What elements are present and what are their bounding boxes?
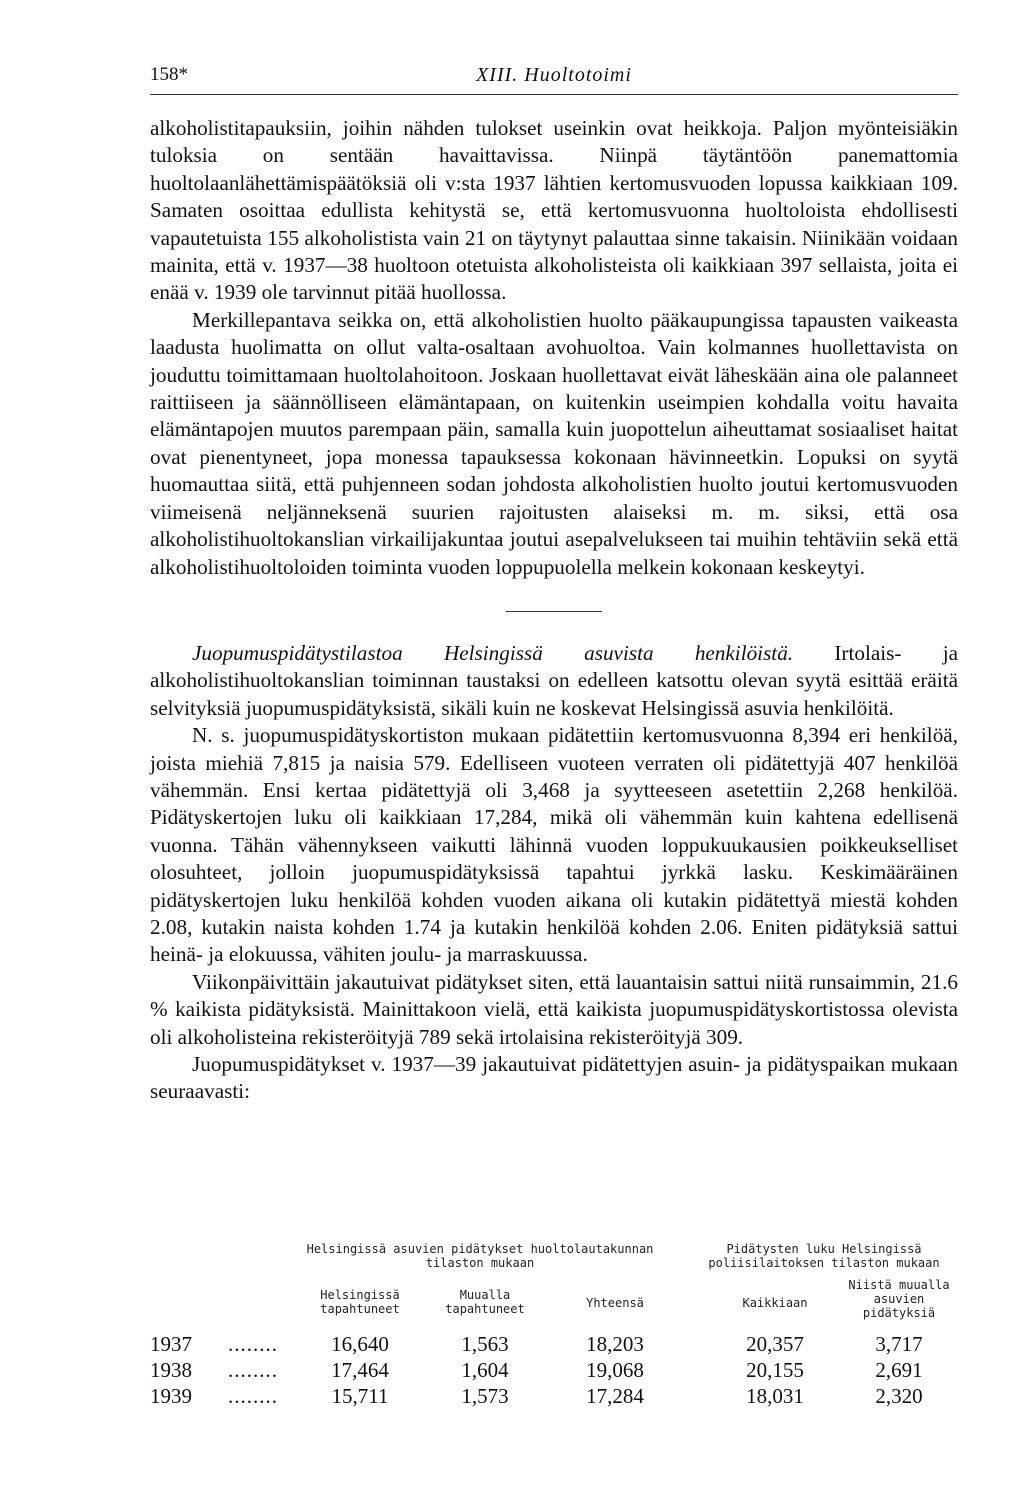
leader-dots: ........ <box>228 1384 278 1408</box>
leader-dots: ........ <box>228 1332 278 1356</box>
page-header <box>150 64 958 95</box>
cell-year: 1937 <box>150 1332 192 1356</box>
cell-year: 1938 <box>150 1358 192 1382</box>
cell-kaikkiaan: 20,357 <box>746 1332 804 1356</box>
running-title: XIII. Huoltotoimi <box>476 64 632 86</box>
statistics-table <box>150 1242 958 1408</box>
cell-niista: 2,320 <box>875 1384 923 1408</box>
cell-kaikkiaan: 20,155 <box>746 1358 804 1382</box>
table-row <box>150 1384 958 1412</box>
paragraph-3 <box>150 640 958 722</box>
cell-yhteensa: 19,068 <box>586 1358 644 1382</box>
cell-muualla: 1,604 <box>461 1358 509 1382</box>
cell-kaikkiaan: 18,031 <box>746 1384 804 1408</box>
col-header-niista: Niistä muualla asuvien pidätyksiä <box>848 1278 950 1320</box>
col-header-kaikkiaan: Kaikkiaan <box>742 1296 808 1310</box>
cell-helsinki: 15,711 <box>331 1384 389 1408</box>
paragraph-3-text: Irtolais- ja alkoholistihuoltokanslian toiminnan taustaksi on edelleen katsottu olevan syytä esittää eräitä selvityksiä juopumuspidätyksistä, sikäli kuin ne koskevat Helsingissä asuvia henkilöitä. <box>150 640 958 720</box>
body-text <box>150 115 958 1106</box>
table-row <box>150 1332 958 1360</box>
cell-helsinki: 17,464 <box>331 1358 389 1382</box>
cell-muualla: 1,563 <box>461 1332 509 1356</box>
cell-helsinki: 16,640 <box>331 1332 389 1356</box>
table-group-header-1: Helsingissä asuvien pidätykset huoltolautakunnan tilaston mukaan <box>306 1242 654 1270</box>
paragraph-4: N. s. juopumuspidätyskortiston mukaan pidätettiin kertomusvuonna 8,394 eri henkilöä, joista miehiä 7,815 ja naisia 579. Edelliseen vuoteen verraten oli pidätettyjä 407 henkilöä vähemmän. Ensi kertaa pidätettyjä oli 3,468 ja syytteeseen asetettiin 2,268 henkilöä. Pidätyskertojen luku oli kaikkiaan 17,284, mikä oli vähemmän kuin kahtena edellisenä vuonna. Tähän vähennykseen vaikutti lähinnä vuoden loppukuukausien poikkeukselliset olosuhteet, jolloin juopumuspidätyksissä tapahtui jyrkkä lasku. Keskimääräinen pidätyskertojen luku henkilöä kohden vuoden aikana oli kutakin pidätettyä miestä kohden 2.08, kutakin naista kohden 1.74 ja kutakin henkilöä kohden 2.06. Eniten pidätyksiä sattui heinä- ja elokuussa, vähiten joulu- ja marraskuussa. <box>150 723 958 967</box>
cell-yhteensa: 18,203 <box>586 1332 644 1356</box>
col-header-helsinki: Helsingissä tapahtuneet <box>320 1288 400 1316</box>
section-title: Juopumuspidätystilastoa Helsingissä asuvista henkilöistä. <box>192 640 794 665</box>
col-header-muualla: Muualla tapahtuneet <box>445 1288 525 1316</box>
paragraph-2: Merkillepantava seikka on, että alkoholistien huolto pääkaupungissa tapausten vaikeasta laadusta huolimatta on ollut valta-osaltaan avohuoltoa. Vain kolmannes huollettavista on jouduttu toimittamaan huoltolahoitoon. Joskaan huollettavat eivät läheskään aina ole palanneet raittiiseen ja säännölliseen elämäntapaan, on kuitenkin useimpien kohdalla voitu havaita elämäntapojen muutos parempaan päin, samalla kuin juopottelun aiheuttamat sosiaaliset haitat ovat pienentyneet, jopa monessa tapauksessa kokonaan hävinneetkin. Lopuksi on syytä huomauttaa siitä, että puhjenneen sodan johdosta alkoholistien huolto joutui kertomusvuoden viimeisenä neljänneksenä suurien rajoitusten alaiseksi m. m. siksi, että osa alkoholistihuoltokanslian virkailijakuntaa joutui asepalvelukseen tai muihin tehtäviin sekä että alkoholistihuoltoloiden toiminta vuoden loppupuolella melkein kokonaan keskeytyi. <box>150 307 958 579</box>
cell-niista: 2,691 <box>875 1358 923 1382</box>
cell-year: 1939 <box>150 1384 192 1408</box>
cell-niista: 3,717 <box>875 1332 923 1356</box>
table-row <box>150 1358 958 1386</box>
paragraph-1: alkoholistitapauksiin, joihin nähden tulokset useinkin ovat heikkoja. Paljon myönteisiäkin tuloksia on sentään havaittavissa. Niinpä täytäntöön panemattomia huoltolaanlähettämispäätöksiä oli v:sta 1937 lähtien kertomusvuoden lopussa kaikkiaan 109. Samaten osoittaa edullista kehitystä se, että kertomusvuonna huoltoloista ehdollisesti vapautetuista 155 alkoholistista vain 21 on täytynyt palauttaa sinne takaisin. Niinikään voidaan mainita, että v. 1937—38 huoltoon otetuista alkoholisteista oli kaikkiaan 397 sellaista, joita ei enää v. 1939 ole tarvinnut pitää huollossa. <box>150 116 958 305</box>
page-number: 158* <box>150 64 188 85</box>
paragraph-5: Viikonpäivittäin jakautuivat pidätykset siten, että lauantaisin sattui niitä runsaimmin, 21.6 % kaikista pidätyksistä. Mainittakoon vielä, että kaikista juopumuspidätyskortistossa olevista oli alkoholisteina rekisteröityjä 789 sekä irtolaisina rekisteröityjä 309. <box>150 969 958 1049</box>
section-divider <box>506 611 602 612</box>
col-header-yhteensa: Yhteensä <box>586 1296 644 1310</box>
table-group-header-2: Pidätysten luku Helsingissä poliisilaitoksen tilaston mukaan <box>708 1242 940 1270</box>
paragraph-6: Juopumuspidätykset v. 1937—39 jakautuivat pidätettyjen asuin- ja pidätyspaikan mukaan seuraavasti: <box>150 1052 958 1104</box>
cell-yhteensa: 17,284 <box>586 1384 644 1408</box>
cell-muualla: 1,573 <box>461 1384 509 1408</box>
leader-dots: ........ <box>228 1358 278 1382</box>
